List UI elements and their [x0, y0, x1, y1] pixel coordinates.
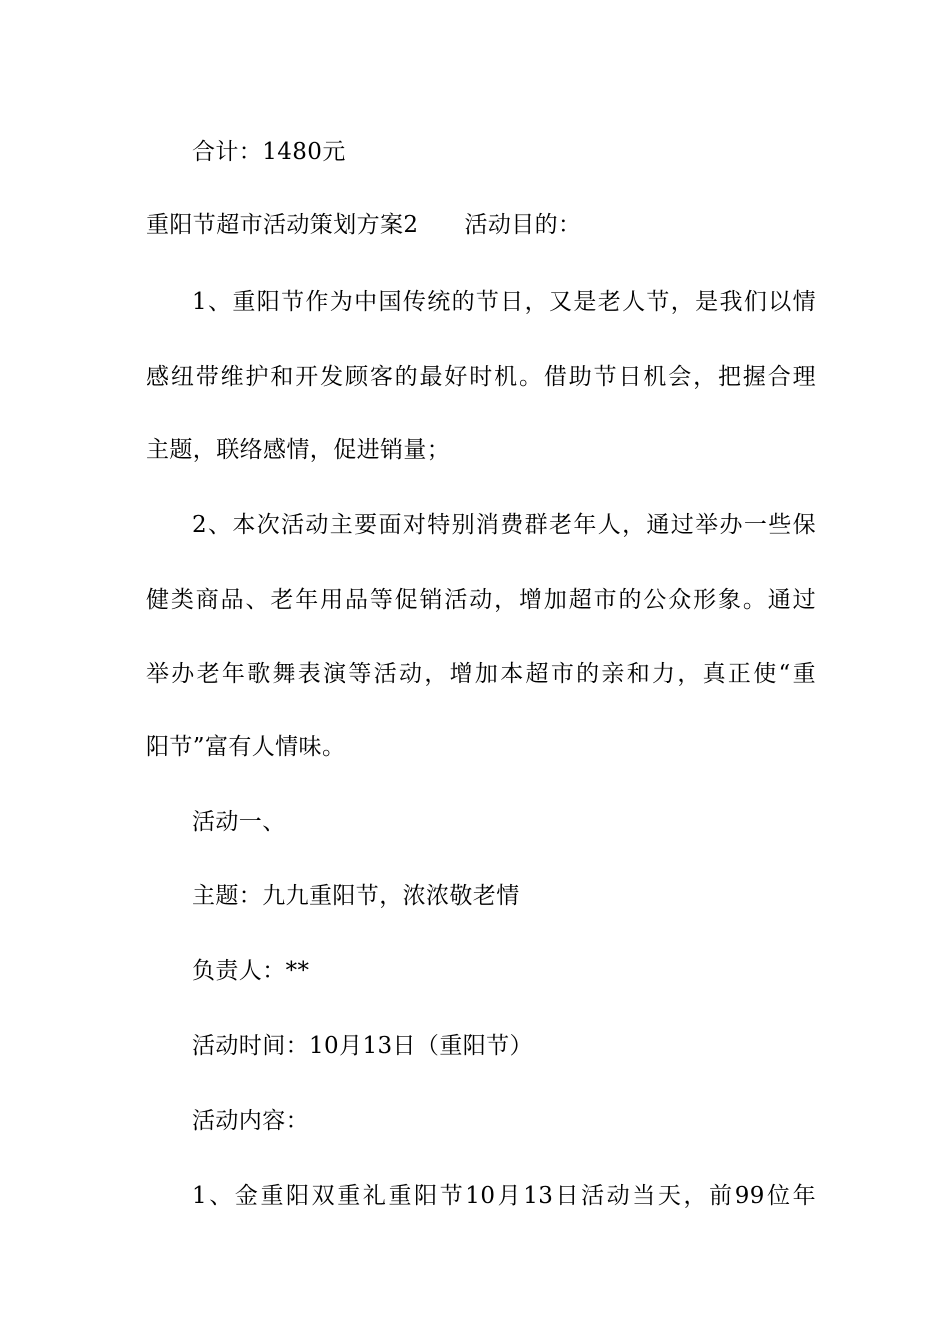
- paragraph-2-line-3: 举办老年歌舞表演等活动，增加本超市的亲和力，真正使“重: [146, 661, 816, 687]
- section-heading: [146, 209, 816, 241]
- content-label: 活动内容：: [192, 1108, 309, 1134]
- paragraph-2-line-1: 2、本次活动主要面对特别消费群老年人，通过举办一些保: [192, 512, 816, 538]
- section-title: 重阳节超市活动策划方案2: [146, 212, 419, 238]
- paragraph-1-line-3: 主题，联络感情，促进销量；: [146, 437, 451, 463]
- owner-line: 负责人：**: [192, 958, 310, 984]
- purpose-label: 活动目的：: [464, 212, 582, 238]
- paragraph-2-line-2: 健类商品、老年用品等促销活动，增加超市的公众形象。通过: [146, 587, 816, 613]
- paragraph-1-line-2: 感纽带维护和开发顾客的最好时机。借助节日机会，把握合理: [146, 364, 816, 390]
- paragraph-2-line-4: 阳节”富有人情味。: [146, 734, 346, 760]
- time-line: 活动时间：10月13日（重阳节）: [192, 1033, 533, 1059]
- item-1-line-1: 1、金重阳双重礼重阳节10月13日活动当天，前99位年: [192, 1183, 816, 1209]
- total-line: 合计：1480元: [192, 139, 346, 165]
- paragraph-1-line-1: 1、重阳节作为中国传统的节日，又是老人节，是我们以情: [192, 289, 816, 315]
- activity-one-heading: 活动一、: [192, 809, 286, 835]
- theme-line: 主题：九九重阳节，浓浓敬老情: [192, 883, 520, 909]
